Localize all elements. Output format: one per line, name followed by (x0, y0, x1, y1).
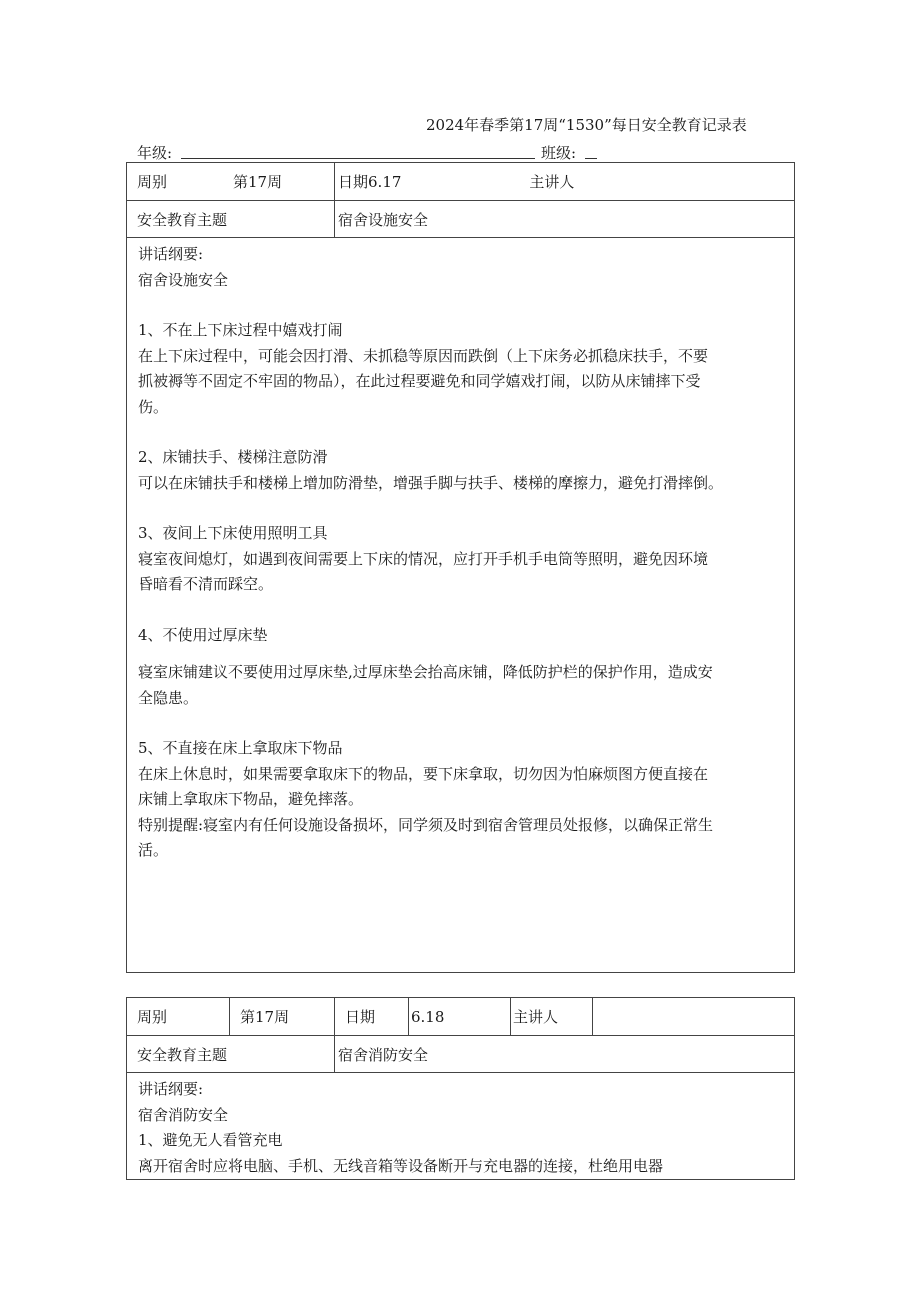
topic-label: 安全教育主题 (127, 1036, 335, 1073)
outline-label: 讲话纲要: (138, 1080, 204, 1098)
date-speaker-cell (335, 163, 795, 201)
date-label: 日期 (338, 173, 369, 191)
topic-label: 安全教育主题 (127, 201, 335, 238)
item-1-body-line: 抓被褥等不固定不牢固的物品），在此过程要避免和同学嬉戏打闹，以防从床铺摔下受 (138, 372, 701, 390)
topic-value: 宿舍消防安全 (335, 1036, 795, 1073)
item-1-body-line: 在上下床过程中，可能会因打滑、未抓稳等原因而跌倒（上下床务必抓稳床扶手，不要 (138, 346, 709, 365)
outline-row (127, 238, 795, 973)
item-2-body-line: 可以在床铺扶手和楼梯上增加防滑垫，增强手脚与扶手、楼梯的摩擦力，避免打滑摔倒。 (138, 473, 724, 492)
date-value: 6.18 (409, 998, 511, 1036)
week-cell (127, 163, 335, 201)
speaker-label: 主讲人 (511, 998, 593, 1036)
reminder-line: 活。 (138, 841, 169, 859)
grade-class-row (137, 142, 597, 160)
outline-row (127, 1073, 795, 1180)
week-value: 第17周 (233, 173, 283, 191)
item-3-body-line: 昏暗看不清而踩空。 (138, 575, 274, 593)
item-4-heading: 4、不使用过厚床垫 (138, 625, 268, 644)
outline-content (127, 238, 795, 973)
class-label: 班级: (541, 144, 577, 162)
item-5-heading: 5、不直接在床上拿取床下物品 (138, 739, 343, 757)
reminder-line: 特别提醒:寝室内有任何设施设备损坏，同学须及时到宿舍管理员处报修，以确保正常生 (138, 815, 714, 834)
item-4-body-line: 全隐患。 (138, 688, 199, 707)
item-1-heading: 1、不在上下床过程中嬉戏打闹 (138, 321, 343, 339)
date-label: 日期 (335, 998, 409, 1036)
outline-subject: 宿舍设施安全 (138, 270, 229, 289)
item-5-body-line: 在床上休息时，如果需要拿取床下的物品，要下床拿取，切勿因为怕麻烦图方便直接在 (138, 764, 709, 783)
week-value: 第17周 (230, 998, 335, 1036)
header-row (127, 998, 795, 1036)
header-row (127, 163, 795, 201)
record-table-day1 (126, 162, 795, 973)
item-4-body-line: 寝室床铺建议不要使用过厚床垫,过厚床垫会抬高床铺，降低防护栏的保护作用，造成安 (138, 663, 713, 681)
item-1-heading: 1、避免无人看管充电 (138, 1131, 283, 1149)
date-value: 6.17 (368, 173, 402, 191)
item-5-body-line: 床铺上拿取床下物品，避免摔落。 (138, 790, 364, 808)
topic-row (127, 201, 795, 238)
week-label: 周别 (137, 173, 168, 191)
item-1-body-line: 伤。 (138, 397, 169, 416)
topic-value: 宿舍设施安全 (335, 201, 795, 238)
record-table-day2 (126, 997, 795, 1180)
outline-subject: 宿舍消防安全 (138, 1105, 229, 1124)
class-fill-line (585, 158, 597, 159)
grade-fill-line (181, 158, 535, 159)
item-3-body-line: 寝室夜间熄灯，如遇到夜间需要上下床的情况，应打开手机手电筒等照明，避免因环境 (138, 549, 709, 568)
document-title: 2024年春季第17周“1530”每日安全教育记录表 (426, 116, 747, 134)
item-2-heading: 2、床铺扶手、楼梯注意防滑 (138, 448, 328, 466)
speaker-value (593, 998, 795, 1036)
topic-row (127, 1036, 795, 1073)
outline-content (127, 1073, 795, 1180)
grade-label: 年级: (137, 144, 173, 162)
speaker-label: 主讲人 (529, 173, 575, 191)
outline-label: 讲话纲要: (138, 245, 204, 263)
week-label: 周别 (127, 998, 230, 1036)
item-1-body-line: 离开宿舍时应将电脑、手机、无线音箱等设备断开与充电器的连接，杜绝用电器 (138, 1156, 664, 1175)
item-3-heading: 3、夜间上下床使用照明工具 (138, 524, 328, 542)
